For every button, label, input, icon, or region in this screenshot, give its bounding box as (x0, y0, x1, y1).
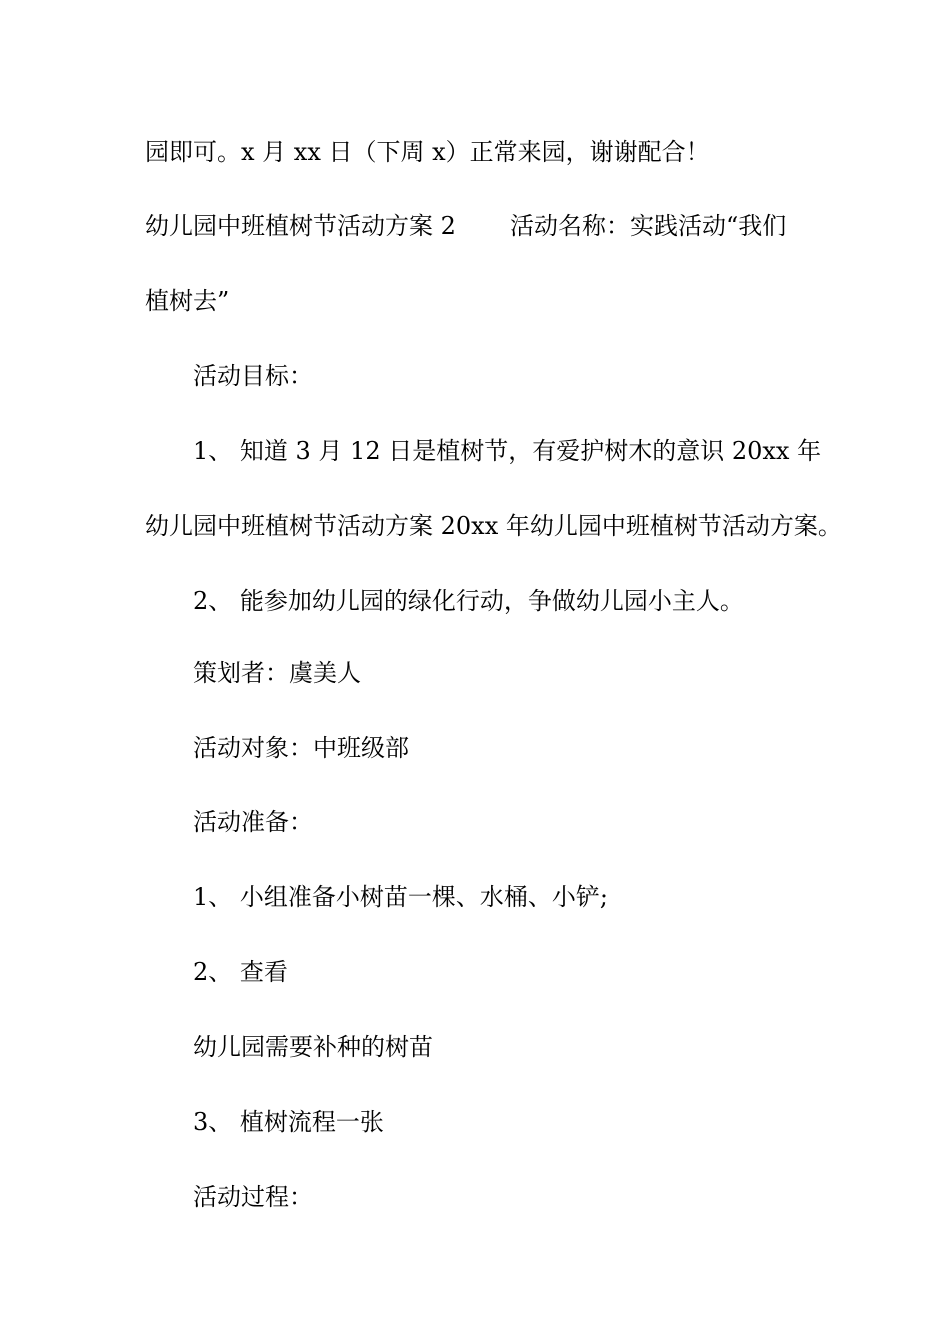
section-title: 幼儿园中班植树节活动方案 2 (145, 212, 456, 240)
preparation-item-2: 2、 查看 (193, 958, 288, 986)
goal-item-2: 2、 能参加幼儿园的绿化行动，争做幼儿园小主人。 (193, 587, 744, 615)
planner-line: 策划者：虞美人 (193, 659, 361, 687)
goals-heading: 活动目标： (193, 362, 313, 390)
preparation-item-1: 1、 小组准备小树苗一棵、水桶、小铲; (193, 883, 608, 911)
activity-name-line: 活动名称：实践活动“我们 (510, 212, 787, 240)
preparation-heading: 活动准备： (193, 808, 313, 836)
preparation-item-3: 3、 植树流程一张 (193, 1108, 384, 1136)
text-line-closing-notice: 园即可。x 月 xx 日（下周 x）正常来园，谢谢配合！ (145, 138, 710, 166)
activity-name-continuation: 植树去” (145, 287, 230, 315)
goal-item-1: 1、 知道 3 月 12 日是植树节，有爱护树木的意识 20xx 年 (193, 437, 822, 465)
goal-item-1-continuation: 幼儿园中班植树节活动方案 20xx 年幼儿园中班植树节活动方案。 (145, 512, 842, 540)
preparation-item-2-continuation: 幼儿园需要补种的树苗 (193, 1033, 433, 1061)
process-heading: 活动过程： (193, 1183, 313, 1211)
audience-line: 活动对象：中班级部 (193, 734, 409, 762)
